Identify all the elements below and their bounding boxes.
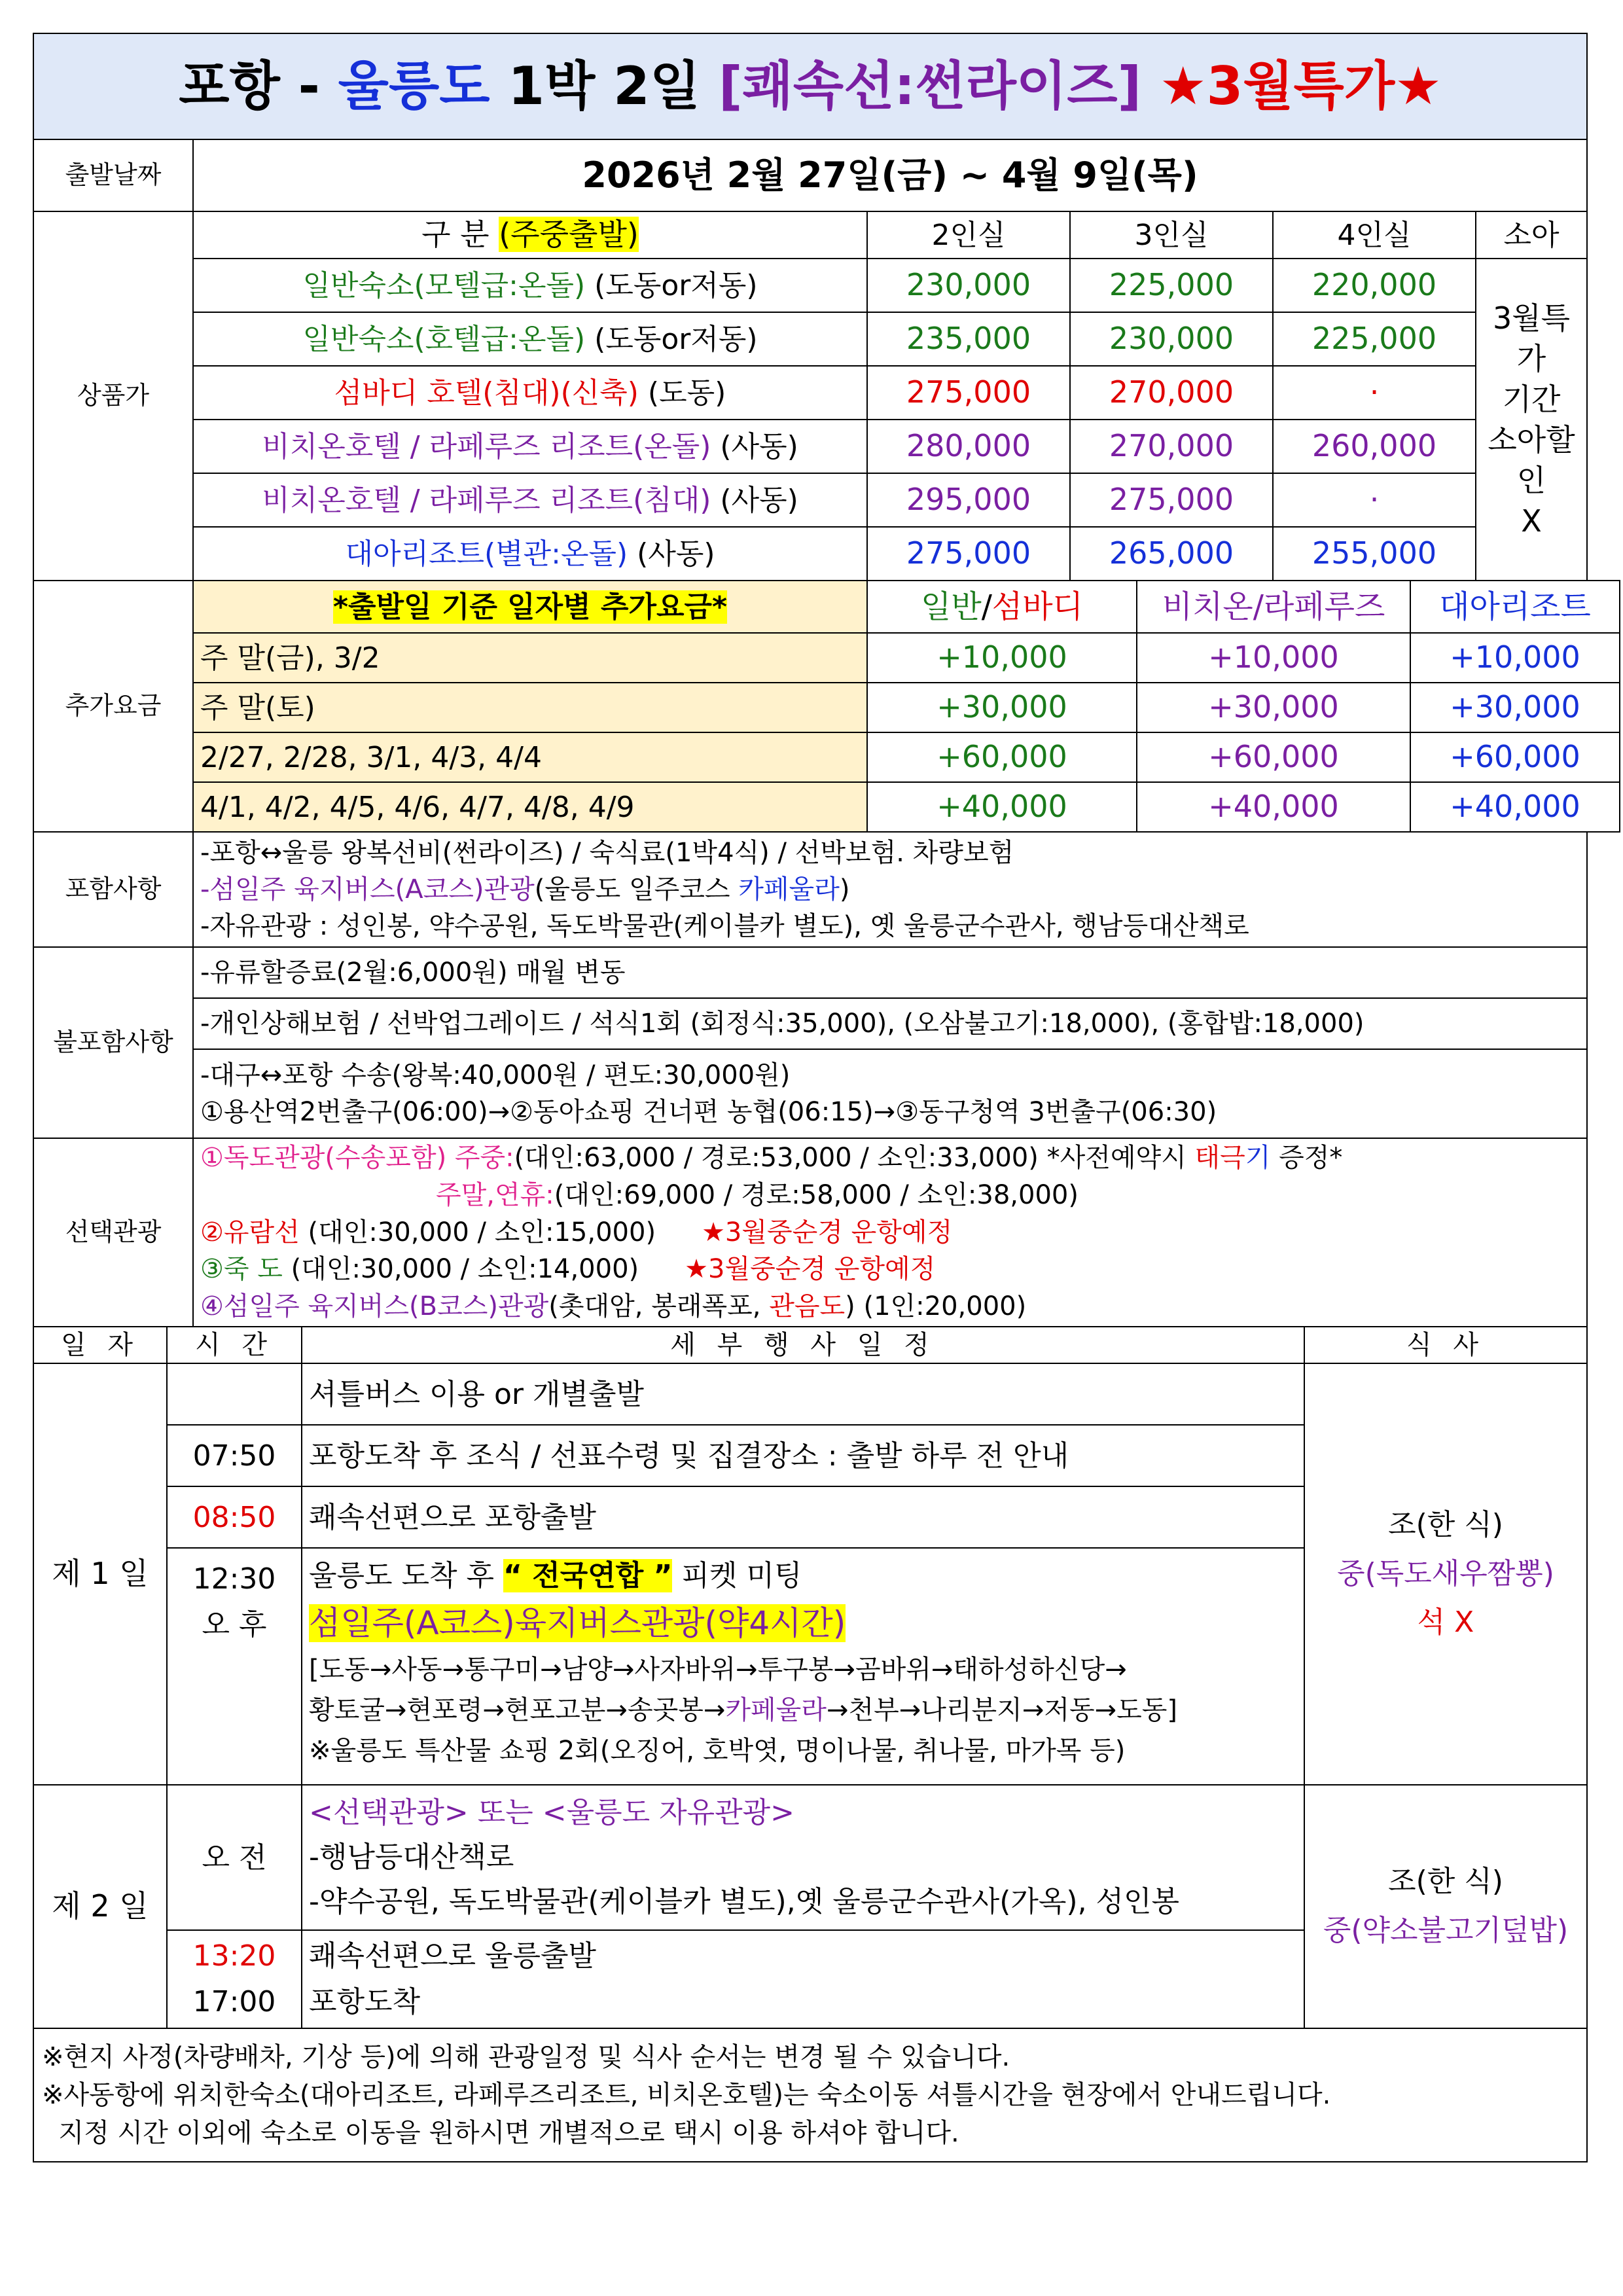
- price-row-name: 섬바디 호텔(침대)(신축) (도동): [193, 366, 867, 420]
- schedule-item: 섬일주(A코스)육지버스관광(약4시간): [309, 1604, 846, 1643]
- schedule-item: -행남등대산책로: [309, 1840, 514, 1874]
- price-cell: 235,000: [867, 312, 1070, 366]
- time-cell: 07:50: [167, 1425, 302, 1486]
- price-cell: 230,000: [1070, 312, 1273, 366]
- price-table: [33, 33, 1588, 581]
- day2-label: 제 2 일: [33, 1785, 167, 2028]
- extra-label: 추가요금: [33, 581, 193, 832]
- price-row-name: 비치온호텔 / 라페루즈 리조트(침대) (사동): [193, 473, 867, 527]
- price-cell: 265,000: [1070, 527, 1273, 581]
- excluded-line: ①용산역2번출구(06:00)→②동아쇼핑 건너편 농협(06:15)→③동구청역 3번출구(06:30): [200, 1097, 1217, 1127]
- price-cell: 220,000: [1273, 259, 1476, 312]
- extra-cell: +30,000: [1410, 683, 1620, 732]
- time-cell: [167, 1930, 302, 2028]
- price-label: 상품가: [33, 211, 193, 581]
- schedule-afternoon: [302, 1548, 1304, 1785]
- included-label: 포함사항: [33, 832, 193, 947]
- extra-cell: +30,000: [1137, 683, 1410, 732]
- extra-date: 주 말(금), 3/2: [193, 633, 867, 683]
- schedule-item: 포항도착 후 조식 / 선표수령 및 집결장소 : 출발 하루 전 안내: [302, 1425, 1304, 1486]
- extra-date: 2/27, 2/28, 3/1, 4/3, 4/4: [193, 732, 867, 782]
- extra-header-daea: 대아리조트: [1410, 581, 1620, 633]
- optional-line: 주말,연휴:(대인:69,000 / 경로:58,000 / 소인:38,000): [436, 1179, 1079, 1210]
- extra-cell: +10,000: [867, 633, 1137, 683]
- time-line: 17:00: [192, 1985, 276, 2018]
- price-header-gubun: 구 분 (주중출발): [193, 211, 867, 259]
- footer-notes: [33, 2028, 1587, 2162]
- schedule-item: ※울릉도 특산물 쇼핑 2회(오징어, 호박엿, 명이나물, 취나물, 마가목 등): [309, 1735, 1126, 1766]
- optional-content: [193, 1138, 1587, 1327]
- time-cell: 오 전: [167, 1785, 302, 1930]
- included-line: -자유관광 : 성인봉, 약수공원, 독도박물관(케이블카 별도), 옛 울릉군수관사, 행남등대산책로: [200, 911, 1249, 941]
- price-row-name: 일반숙소(호텔급:온돌) (도동or저동): [193, 312, 867, 366]
- schedule-header-day: 일 자: [33, 1327, 167, 1363]
- time-cell: [167, 1548, 302, 1785]
- departure-label: 출발날짜: [33, 139, 193, 211]
- schedule-item: 황토굴→현포령→현포고분→송곳봉→카페울라→천부→나리분지→저동→도동]: [309, 1695, 1178, 1725]
- optional-line: ③죽 도 (대인:30,000 / 소인:14,000) ★3월중순경 운항예정: [200, 1254, 936, 1285]
- schedule-morning: [302, 1785, 1304, 1930]
- price-header-3p: 3인실: [1070, 211, 1273, 259]
- included-line: -포항↔울릉 왕복선비(썬라이즈) / 숙식료(1박4식) / 선박보험. 차량보험: [200, 838, 1014, 868]
- price-cell: 275,000: [867, 366, 1070, 420]
- schedule-return: [302, 1930, 1304, 2028]
- schedule-item: 셔틀버스 이용 or 개별출발: [302, 1363, 1304, 1425]
- optional-label: 선택관광: [33, 1138, 193, 1327]
- optional-line: ②유람선 (대인:30,000 / 소인:15,000) ★3월중순경 운항예정: [200, 1217, 953, 1247]
- extra-cell: +40,000: [1137, 782, 1410, 832]
- day1-label: 제 1 일: [33, 1363, 167, 1785]
- extra-cell: +10,000: [1410, 633, 1620, 683]
- extra-header-title: *출발일 기준 일자별 추가요금*: [193, 581, 867, 633]
- excluded-transport: [193, 1049, 1587, 1138]
- time-line: 12:30: [192, 1562, 276, 1596]
- included-line: -섬일주 육지버스(A코스)관광(울릉도 일주코스 카페울라): [200, 874, 850, 905]
- price-cell: 275,000: [867, 527, 1070, 581]
- schedule-item: 울릉도 도착 후 “ 전국연합 ” 피켓 미팅: [309, 1559, 802, 1592]
- info-table: [33, 831, 1588, 1327]
- schedule-item: -약수공원, 독도박물관(케이블카 별도),옛 울릉군수관사(가옥), 성인봉: [309, 1885, 1180, 1919]
- price-row-name: 비치온호텔 / 라페루즈 리조트(온돌) (사동): [193, 420, 867, 473]
- time-cell: 08:50: [167, 1486, 302, 1548]
- price-cell: ·: [1273, 366, 1476, 420]
- price-cell: 275,000: [1070, 473, 1273, 527]
- footer-line: ※사동항에 위치한숙소(대아리조트, 라페루즈리조트, 비치온호텔)는 숙소이동 셔틀시간을 현장에서 안내드립니다.: [42, 2080, 1331, 2110]
- price-header-4p: 4인실: [1273, 211, 1476, 259]
- price-cell: 230,000: [867, 259, 1070, 312]
- meal-line: 조(한 식): [1388, 1507, 1503, 1541]
- day2-meals: [1304, 1785, 1587, 2028]
- price-row-name: 대아리조트(별관:온돌) (사동): [193, 527, 867, 581]
- time-line: 오 후: [202, 1608, 267, 1642]
- optional-line: ①독도관광(수송포함) 주중:(대인:63,000 / 경로:53,000 / 소인:33,000) *사전예약시 태극기 증정*: [200, 1143, 1343, 1173]
- extra-cell: +60,000: [1137, 732, 1410, 782]
- extra-cell: +60,000: [1410, 732, 1620, 782]
- extra-cell: +60,000: [867, 732, 1137, 782]
- meal-line: 중(독도새우짬뽕): [1337, 1556, 1554, 1590]
- price-cell: 280,000: [867, 420, 1070, 473]
- schedule-header-meal: 식 사: [1304, 1327, 1587, 1363]
- schedule-table: [33, 1326, 1588, 2162]
- extra-date: 4/1, 4/2, 4/5, 4/6, 4/7, 4/8, 4/9: [193, 782, 867, 832]
- extra-cell: +40,000: [1410, 782, 1620, 832]
- price-cell: 260,000: [1273, 420, 1476, 473]
- child-discount-note: 3월특가 기간 소아할인 X: [1476, 259, 1587, 581]
- extra-cell: +10,000: [1137, 633, 1410, 683]
- schedule-item: 쾌속선편으로 울릉출발: [309, 1939, 597, 1973]
- price-cell: 270,000: [1070, 420, 1273, 473]
- page-title: 포항 - 울릉도 1박 2일 [쾌속선:썬라이즈] ★3월특가★: [33, 33, 1587, 139]
- time-line: 13:20: [192, 1939, 276, 1973]
- schedule-item: <선택관광> 또는 <울릉도 자유관광>: [309, 1795, 794, 1829]
- meal-line: 중(약소불고기덮밥): [1323, 1914, 1569, 1947]
- extra-header-general: 일반/섬바디: [867, 581, 1137, 633]
- day1-meals: [1304, 1363, 1587, 1785]
- price-cell: 270,000: [1070, 366, 1273, 420]
- extra-header-beachon: 비치온/라페루즈: [1137, 581, 1410, 633]
- extra-cell: +40,000: [867, 782, 1137, 832]
- price-cell: 225,000: [1273, 312, 1476, 366]
- meal-line: 조(한 식): [1388, 1865, 1503, 1899]
- time-cell: [167, 1363, 302, 1425]
- excluded-line: -유류할증료(2월:6,000원) 매월 변동: [193, 947, 1587, 998]
- included-content: [193, 832, 1587, 947]
- extra-cell: +30,000: [867, 683, 1137, 732]
- excluded-line: -개인상해보험 / 선박업그레이드 / 석식1회 (회정식:35,000), (오삼불고기:18,000), (홍합밥:18,000): [193, 998, 1587, 1049]
- departure-date: 2026년 2월 27일(금) ~ 4월 9일(목): [193, 139, 1587, 211]
- price-header-2p: 2인실: [867, 211, 1070, 259]
- schedule-header-time: 시 간: [167, 1327, 302, 1363]
- schedule-header-detail: 세 부 행 사 일 정: [302, 1327, 1304, 1363]
- footer-line: 지정 시간 이외에 숙소로 이동을 원하시면 개별적으로 택시 이용 하셔야 합니다.: [42, 2118, 959, 2148]
- price-cell: 295,000: [867, 473, 1070, 527]
- price-header-child: 소아: [1476, 211, 1587, 259]
- extra-charge-table: [33, 580, 1620, 833]
- footer-line: ※현지 사정(차량배차, 기상 등)에 의해 관광일정 및 식사 순서는 변경 될 수 있습니다.: [42, 2042, 1010, 2072]
- tour-document: [33, 33, 1591, 2162]
- meal-line: 석 X: [1417, 1605, 1474, 1640]
- price-cell: 255,000: [1273, 527, 1476, 581]
- excluded-label: 불포함사항: [33, 947, 193, 1138]
- extra-date: 주 말(토): [193, 683, 867, 732]
- schedule-item: [도동→사동→통구미→남양→사자바위→투구봉→곰바위→태하성하신당→: [309, 1654, 1127, 1685]
- optional-line: ④섬일주 육지버스(B코스)관광(촛대암, 봉래폭포, 관음도) (1인:20,000): [200, 1291, 1027, 1322]
- price-cell: 225,000: [1070, 259, 1273, 312]
- price-row-name: 일반숙소(모텔급:온돌) (도동or저동): [193, 259, 867, 312]
- schedule-item: 포항도착: [309, 1985, 421, 2018]
- schedule-item: 쾌속선편으로 포항출발: [302, 1486, 1304, 1548]
- price-cell: ·: [1273, 473, 1476, 527]
- excluded-line: -대구↔포항 수송(왕복:40,000원 / 편도:30,000원): [200, 1060, 791, 1090]
